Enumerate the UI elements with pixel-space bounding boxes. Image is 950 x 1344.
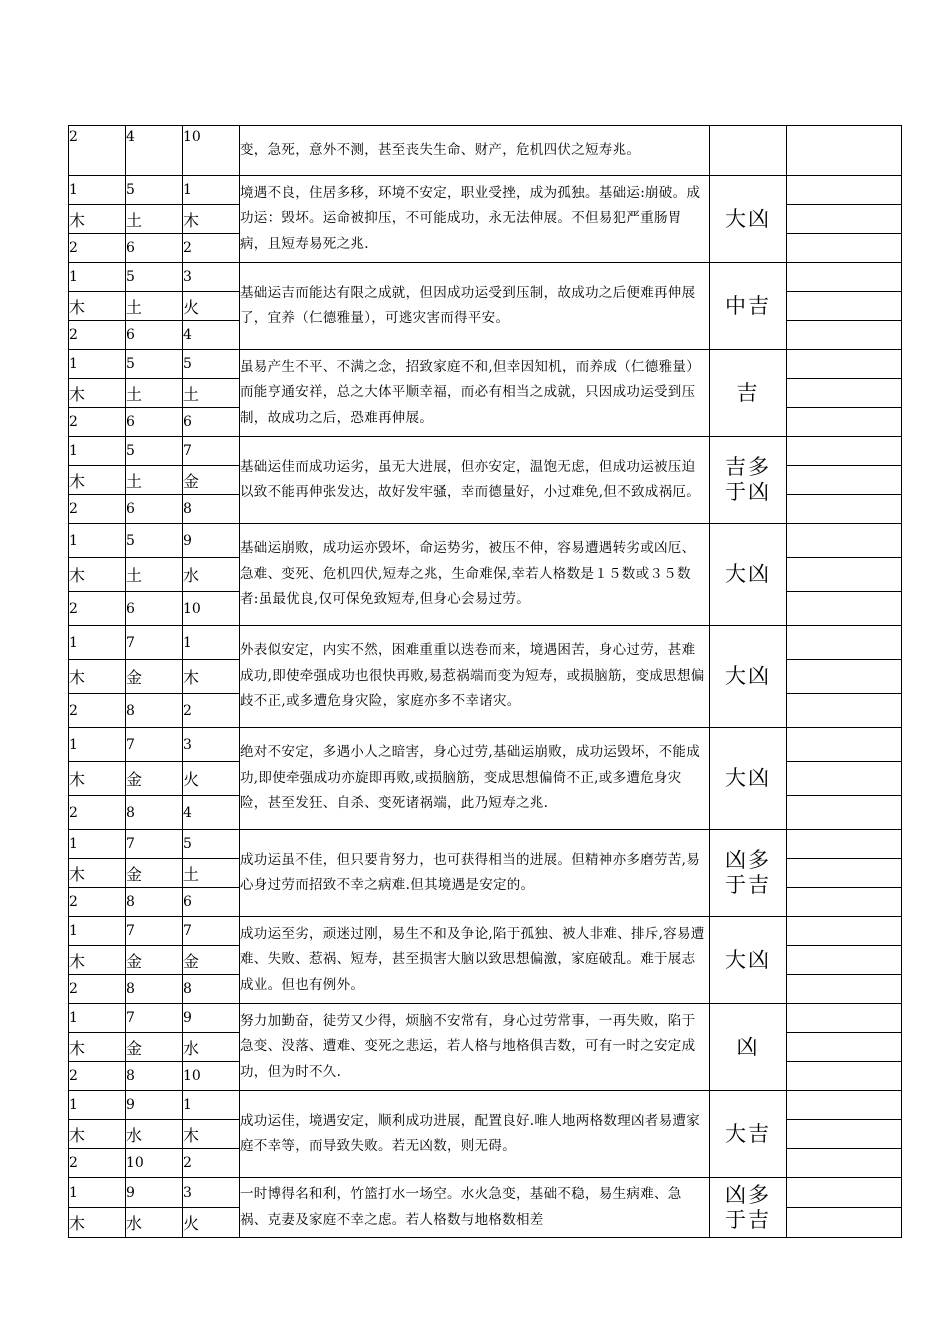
blank-cell <box>787 592 902 626</box>
cell-number: 7 <box>126 830 183 859</box>
cell-element: 水 <box>183 1033 240 1062</box>
cell-element: 火 <box>183 292 240 321</box>
cell-number: 7 <box>126 626 183 660</box>
cell-number: 1 <box>69 176 126 205</box>
cell-element: 木 <box>69 1120 126 1149</box>
cell-element: 土 <box>183 859 240 888</box>
cell-element: 木 <box>69 660 126 694</box>
blank-cell <box>787 379 902 408</box>
cell-number: 3 <box>183 1178 240 1208</box>
cell-number: 2 <box>183 1149 240 1178</box>
cell-number: 2 <box>69 796 126 830</box>
fortune-verdict: 吉 <box>710 350 787 437</box>
blank-cell <box>787 888 902 917</box>
table-row <box>69 1178 902 1208</box>
cell-number: 4 <box>183 796 240 830</box>
cell-number: 4 <box>183 321 240 350</box>
cell-number: 1 <box>69 437 126 466</box>
cell-number: 3 <box>183 728 240 762</box>
cell-number: 7 <box>183 917 240 946</box>
blank-cell <box>787 1178 902 1208</box>
fortune-verdict: 中吉 <box>710 263 787 350</box>
cell-number: 5 <box>183 830 240 859</box>
blank-cell <box>787 176 902 205</box>
blank-cell <box>787 205 902 234</box>
table-row <box>69 126 902 176</box>
cell-number: 8 <box>126 888 183 917</box>
cell-number: 6 <box>126 592 183 626</box>
cell-number: 8 <box>126 694 183 728</box>
fortune-description: 基础运崩败，成功运亦毁坏，命运势劣，被压不伸，容易遭遇转劣或凶厄、急难、变死、危机四伏,短寿之兆，生命难保,幸若人格数是１５数或３５数者:虽最优良,仅可保免致短寿,但身心会易过劳。 <box>240 524 710 626</box>
cell-number: 1 <box>69 728 126 762</box>
cell-element: 木 <box>69 379 126 408</box>
blank-cell <box>787 796 902 830</box>
blank-cell <box>787 126 902 176</box>
cell-number: 8 <box>126 796 183 830</box>
cell-number: 6 <box>183 888 240 917</box>
blank-cell <box>787 975 902 1004</box>
fortune-verdict: 大凶 <box>710 728 787 830</box>
cell-element: 金 <box>183 946 240 975</box>
blank-cell <box>787 1149 902 1178</box>
cell-element: 土 <box>126 205 183 234</box>
cell-number: 2 <box>69 975 126 1004</box>
cell-number: 7 <box>126 917 183 946</box>
table-row <box>69 917 902 946</box>
blank-cell <box>787 321 902 350</box>
table-row <box>69 350 902 379</box>
cell-number: 5 <box>126 437 183 466</box>
cell-number: 1 <box>69 1178 126 1208</box>
cell-number: 8 <box>183 495 240 524</box>
cell-number: 1 <box>69 263 126 292</box>
fortune-description: 成功运虽不佳，但只要肯努力，也可获得相当的进展。但精神亦多磨劳苦,易心身过劳而招致不幸之病难.但其境遇是安定的。 <box>240 830 710 917</box>
cell-number: 1 <box>69 350 126 379</box>
blank-cell <box>787 1062 902 1091</box>
cell-element: 木 <box>69 1208 126 1238</box>
cell-number: 8 <box>126 975 183 1004</box>
blank-cell <box>787 408 902 437</box>
fortune-verdict: 凶多于吉 <box>710 830 787 917</box>
cell-element: 土 <box>126 379 183 408</box>
table-row <box>69 728 902 762</box>
cell-number: 6 <box>126 408 183 437</box>
table-row <box>69 263 902 292</box>
fortune-description: 变，急死，意外不测，甚至丧失生命、财产，危机四伏之短寿兆。 <box>240 126 710 176</box>
cell-number: 1 <box>183 176 240 205</box>
cell-number: 9 <box>126 1178 183 1208</box>
cell-number: 6 <box>183 408 240 437</box>
blank-cell <box>787 234 902 263</box>
cell-element: 木 <box>69 466 126 495</box>
blank-cell <box>787 946 902 975</box>
blank-cell <box>787 1208 902 1238</box>
cell-element: 金 <box>126 660 183 694</box>
fortune-verdict: 大凶 <box>710 917 787 1004</box>
blank-cell <box>787 466 902 495</box>
cell-number: 9 <box>183 524 240 558</box>
cell-element: 金 <box>126 762 183 796</box>
cell-element: 水 <box>126 1208 183 1238</box>
blank-cell <box>787 292 902 321</box>
cell-number: 10 <box>126 1149 183 1178</box>
fortune-description: 一时博得名和利，竹篮打水一场空。水火急变，基础不稳，易生病难、急祸、克妻及家庭不幸之虑。若人格数与地格数相差 <box>240 1178 710 1238</box>
fortune-description: 虽易产生不平、不满之念，招致家庭不和,但幸因知机，而养成（仁德雅量）而能亨通安祥，总之大体平顺幸福，而必有相当之成就，只因成功运受到压制，故成功之后，恐难再伸展。 <box>240 350 710 437</box>
cell-element: 金 <box>183 466 240 495</box>
blank-cell <box>787 859 902 888</box>
blank-cell <box>787 558 902 592</box>
cell-number: 5 <box>126 524 183 558</box>
blank-cell <box>787 917 902 946</box>
cell-number: 2 <box>69 495 126 524</box>
cell-element: 木 <box>69 292 126 321</box>
cell-number: 9 <box>126 1091 183 1120</box>
cell-number: 5 <box>126 263 183 292</box>
cell-number: 2 <box>69 888 126 917</box>
blank-cell <box>787 1004 902 1033</box>
fortune-verdict <box>710 126 787 176</box>
blank-cell <box>787 694 902 728</box>
blank-cell <box>787 437 902 466</box>
cell-number: 2 <box>69 1149 126 1178</box>
cell-number: 6 <box>126 495 183 524</box>
blank-cell <box>787 495 902 524</box>
cell-number: 2 <box>69 126 126 176</box>
cell-number: 2 <box>69 1062 126 1091</box>
cell-element: 木 <box>69 558 126 592</box>
cell-number: 1 <box>183 1091 240 1120</box>
cell-element: 木 <box>183 660 240 694</box>
cell-number: 2 <box>69 592 126 626</box>
cell-number: 5 <box>183 350 240 379</box>
cell-element: 金 <box>126 1033 183 1062</box>
cell-number: 10 <box>183 592 240 626</box>
fortune-description: 成功运佳，境遇安定，顺利成功进展，配置良好.唯人地两格数理凶者易遭家庭不幸等，而导致失败。若无凶数，则无碍。 <box>240 1091 710 1178</box>
cell-element: 木 <box>69 859 126 888</box>
cell-element: 木 <box>183 1120 240 1149</box>
cell-element: 土 <box>126 292 183 321</box>
fortune-description: 绝对不安定，多遇小人之暗害，身心过劳,基础运崩败，成功运毁坏，不能成功,即使牵强成功亦旋即再败,或损脑筋，变成思想偏倚不正,或多遭危身灾险，甚至发狂、自杀、变死诸祸端，此乃短寿之兆. <box>240 728 710 830</box>
fortune-verdict: 大凶 <box>710 524 787 626</box>
fortune-description: 基础运佳而成功运劣，虽无大进展，但亦安定，温饱无虑，但成功运被压迫以致不能再伸张发达，故好发牢骚，幸而德量好，小过难免,但不致成祸厄。 <box>240 437 710 524</box>
fortune-description: 外表似安定，内实不然，困难重重以迭卷而来，境遇困苦，身心过劳，甚难成功,即使牵强成功也很快再败,易惹祸端而变为短寿，或损脑筋，变成思想偏歧不正,或多遭危身灾险，家庭亦多不幸诸灾。 <box>240 626 710 728</box>
cell-number: 1 <box>69 830 126 859</box>
table-row <box>69 1004 902 1033</box>
cell-number: 3 <box>183 263 240 292</box>
cell-element: 木 <box>183 205 240 234</box>
table-row <box>69 830 902 859</box>
cell-number: 1 <box>69 917 126 946</box>
cell-number: 10 <box>183 126 240 176</box>
cell-element: 木 <box>69 205 126 234</box>
cell-number: 4 <box>126 126 183 176</box>
fortune-table <box>68 125 902 1238</box>
cell-element: 火 <box>183 1208 240 1238</box>
cell-number: 10 <box>183 1062 240 1091</box>
cell-number: 1 <box>69 626 126 660</box>
cell-number: 7 <box>126 1004 183 1033</box>
cell-number: 6 <box>126 321 183 350</box>
blank-cell <box>787 350 902 379</box>
cell-number: 9 <box>183 1004 240 1033</box>
fortune-description: 境遇不良，住居多移，环境不安定，职业受挫，成为孤独。基础运:崩破。成功运：毁坏。运命被抑压，不可能成功，永无法伸展。不但易犯严重肠胃病，且短寿易死之兆. <box>240 176 710 263</box>
cell-element: 木 <box>69 762 126 796</box>
cell-element: 土 <box>126 558 183 592</box>
fortune-verdict: 凶多于吉 <box>710 1178 787 1238</box>
blank-cell <box>787 1120 902 1149</box>
cell-element: 木 <box>69 946 126 975</box>
table-row <box>69 437 902 466</box>
table-row <box>69 176 902 205</box>
fortune-verdict: 大吉 <box>710 1091 787 1178</box>
fortune-verdict: 吉多于凶 <box>710 437 787 524</box>
cell-element: 土 <box>183 379 240 408</box>
blank-cell <box>787 728 902 762</box>
blank-cell <box>787 524 902 558</box>
cell-number: 5 <box>126 176 183 205</box>
fortune-verdict: 大凶 <box>710 626 787 728</box>
blank-cell <box>787 1091 902 1120</box>
cell-number: 8 <box>183 975 240 1004</box>
cell-number: 1 <box>69 1091 126 1120</box>
cell-number: 2 <box>183 234 240 263</box>
cell-number: 8 <box>126 1062 183 1091</box>
blank-cell <box>787 762 902 796</box>
cell-element: 木 <box>69 1033 126 1062</box>
table-row <box>69 626 902 660</box>
table-row <box>69 524 902 558</box>
fortune-verdict: 大凶 <box>710 176 787 263</box>
cell-element: 水 <box>183 558 240 592</box>
cell-number: 2 <box>69 694 126 728</box>
cell-element: 土 <box>126 466 183 495</box>
cell-number: 7 <box>126 728 183 762</box>
cell-number: 2 <box>69 234 126 263</box>
cell-number: 7 <box>183 437 240 466</box>
cell-number: 2 <box>183 694 240 728</box>
cell-element: 金 <box>126 946 183 975</box>
blank-cell <box>787 830 902 859</box>
cell-element: 金 <box>126 859 183 888</box>
table-row <box>69 1091 902 1120</box>
fortune-description: 成功运至劣，顽迷过刚，易生不和及争论,陷于孤独、被人非难、排斥,容易遭难、失败、惹祸、短寿，甚至损害大脑以致思想偏激，家庭破乱。难于展志成业。但也有例外。 <box>240 917 710 1004</box>
cell-number: 1 <box>69 524 126 558</box>
fortune-description: 基础运吉而能达有限之成就，但因成功运受到压制，故成功之后便难再伸展了，宜养（仁德雅量），可逃灾害而得平安。 <box>240 263 710 350</box>
blank-cell <box>787 1033 902 1062</box>
cell-number: 1 <box>69 1004 126 1033</box>
cell-element: 水 <box>126 1120 183 1149</box>
fortune-description: 努力加勤奋，徒劳又少得，烦脑不安常有，身心过劳常事，一再失败，陷于急变、没落、遭难、变死之悲运，若人格与地格俱吉数，可有一时之安定成功，但为时不久. <box>240 1004 710 1091</box>
cell-number: 5 <box>126 350 183 379</box>
blank-cell <box>787 626 902 660</box>
blank-cell <box>787 263 902 292</box>
cell-element: 火 <box>183 762 240 796</box>
cell-number: 2 <box>69 321 126 350</box>
fortune-verdict: 凶 <box>710 1004 787 1091</box>
cell-number: 2 <box>69 408 126 437</box>
cell-number: 1 <box>183 626 240 660</box>
blank-cell <box>787 660 902 694</box>
cell-number: 6 <box>126 234 183 263</box>
